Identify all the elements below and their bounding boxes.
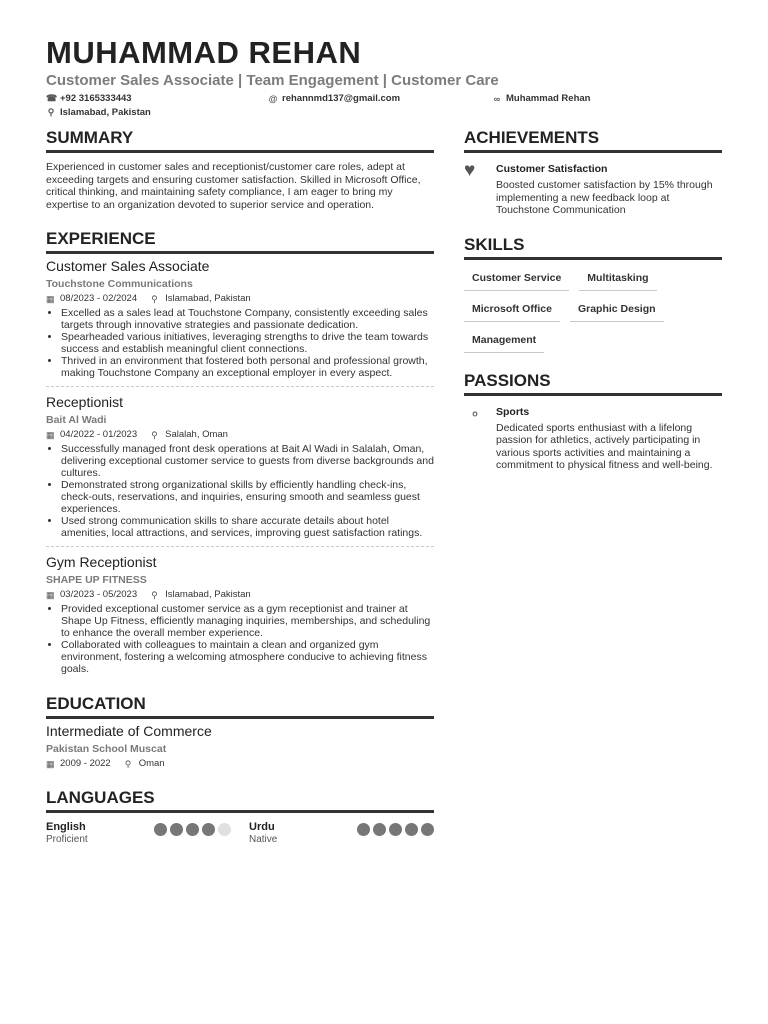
- location-text: Islamabad, Pakistan: [60, 107, 151, 118]
- language-text: [249, 821, 277, 846]
- job-list: [46, 258, 434, 682]
- job-dates: [46, 429, 137, 441]
- location-pin-icon: ⚲: [124, 759, 132, 769]
- education-meta: [46, 758, 434, 770]
- summary-section: [46, 128, 434, 211]
- right-column: [464, 128, 722, 472]
- email-text[interactable]: rehannmd137@gmail.com: [282, 93, 401, 104]
- rating-dot: [373, 823, 386, 836]
- passions-heading: PASSIONS: [464, 371, 722, 396]
- rating-dot: [154, 823, 167, 836]
- language-item: [46, 821, 231, 846]
- education-location: [125, 758, 165, 770]
- job-dates: [46, 293, 137, 305]
- job-title: Customer Sales Associate: [46, 258, 210, 274]
- achievement-desc: Boosted customer satisfaction by 15% through implementing a new feedback loop at Touchstone Communication: [496, 179, 713, 216]
- language-rating: [154, 823, 231, 836]
- at-icon: @: [268, 93, 278, 104]
- achievement-title: Customer Satisfaction: [496, 163, 608, 175]
- language-name: Urdu: [249, 821, 275, 833]
- achievements-section: [464, 128, 722, 217]
- job-bullet: • Successfully managed front desk operations at Bait Al Wadi in Salalah, Oman, delivering exceptional customer service to guests from diverse backgrounds and cultures.: [61, 443, 434, 479]
- job-bullet: • Collaborated with colleagues to maintain a clean and organized gym environment, fostering a welcoming atmosphere conducive to achieving fitness goals.: [61, 639, 434, 675]
- languages-heading: LANGUAGES: [46, 788, 434, 813]
- location-pin-icon: ⚲: [151, 430, 158, 440]
- passion-desc: Dedicated sports enthusiast with a lifelong passion for athletics, actively participating in various sports activities and maintaining a commitment to physical fitness and well-being.: [496, 421, 713, 471]
- rating-dot: [389, 823, 402, 836]
- job-location: [151, 293, 251, 305]
- company-name: Bait Al Wadi: [46, 414, 107, 426]
- lightbulb-icon: ⚬: [469, 405, 481, 422]
- school-name: Pakistan School Muscat: [46, 743, 167, 755]
- skills-heading: SKILLS: [464, 235, 722, 260]
- job-entry: [46, 394, 434, 547]
- left-column: [46, 128, 434, 846]
- rating-dot: [186, 823, 199, 836]
- job-location: [151, 429, 228, 441]
- passions-section: [464, 371, 722, 472]
- job-title: Receptionist: [46, 394, 124, 410]
- achievement-body: [496, 162, 722, 217]
- language-level: Proficient: [46, 834, 88, 845]
- job-location: [151, 589, 251, 601]
- job-location-text: Islamabad, Pakistan: [165, 589, 251, 600]
- language-text: [46, 821, 88, 846]
- job-dates: [46, 589, 137, 601]
- job-meta: [46, 429, 434, 441]
- link-text[interactable]: Muhammad Rehan: [506, 93, 591, 104]
- candidate-tagline: Customer Sales Associate | Team Engagement | Customer Care: [46, 72, 499, 89]
- calendar-icon: ▦: [46, 590, 55, 600]
- passion-body: [496, 405, 722, 472]
- candidate-name: MUHAMMAD REHAN: [46, 35, 362, 70]
- contact-info: [46, 92, 726, 122]
- job-location-text: Islamabad, Pakistan: [165, 293, 251, 304]
- location-pin-icon: ⚲: [47, 107, 55, 117]
- heart-icon: ♥: [464, 160, 476, 181]
- calendar-icon: ▦: [46, 294, 55, 304]
- job-bullet: • Provided exceptional customer service as a gym receptionist and trainer at Shape Up Fitness, efficiently managing inquiries, memberships, and scheduling to enhance the overall member experience.: [61, 603, 434, 639]
- job-bullet: • Excelled as a sales lead at Touchstone Company, consistently exceeding sales targets through innovative strategies and passionate dedication.: [61, 307, 434, 331]
- rating-dot: [218, 823, 231, 836]
- job-meta: [46, 589, 434, 601]
- job-bullets: [46, 443, 434, 539]
- calendar-icon: ▦: [46, 759, 55, 769]
- language-level: Native: [249, 834, 278, 845]
- language-item: [249, 821, 434, 846]
- achievement-item: [464, 162, 722, 217]
- degree-title: Intermediate of Commerce: [46, 723, 212, 739]
- rating-dot: [421, 823, 434, 836]
- rating-dot: [170, 823, 183, 836]
- skill-tag: Management: [464, 330, 544, 353]
- phone-text: +92 3165333443: [60, 93, 132, 104]
- contact-phone: [46, 93, 132, 104]
- rating-dot: [202, 823, 215, 836]
- job-dates-text: 03/2023 - 05/2023: [60, 589, 138, 600]
- education-section: [46, 694, 434, 770]
- job-bullet: • Spearheaded various initiatives, leveraging strengths to drive the team towards success and establish meaningful client connections.: [61, 331, 434, 355]
- rating-dot: [357, 823, 370, 836]
- job-entry: [46, 258, 434, 387]
- summary-text: Experienced in customer sales and receptionist/customer care roles, adept at exceeding targets and ensuring customer satisfaction. Skilled in Microsoft Office, critical thinking, and maintaining safety compliance, I am eager to bring my expertise to an organization devoted to superior service and operation.: [46, 161, 421, 211]
- job-dates-text: 04/2022 - 01/2023: [60, 429, 138, 440]
- job-meta: [46, 293, 434, 305]
- job-dates-text: 08/2023 - 02/2024: [60, 293, 138, 304]
- language-rating: [357, 823, 434, 836]
- achievements-heading: ACHIEVEMENTS: [464, 128, 722, 153]
- passion-item: [464, 405, 722, 472]
- experience-section: [46, 229, 434, 682]
- job-entry: [46, 554, 434, 682]
- summary-heading: SUMMARY: [46, 128, 434, 153]
- link-icon: ∞: [493, 93, 501, 104]
- skill-tag: Customer Service: [464, 268, 569, 291]
- location-pin-icon: ⚲: [151, 294, 158, 304]
- rating-dot: [405, 823, 418, 836]
- contact-link[interactable]: [492, 93, 590, 104]
- language-name: English: [46, 821, 86, 833]
- job-title: Gym Receptionist: [46, 554, 157, 570]
- education-dates-text: 2009 - 2022: [60, 758, 111, 769]
- education-location-text: Oman: [138, 758, 165, 769]
- company-name: Touchstone Communications: [46, 278, 193, 290]
- location-pin-icon: ⚲: [151, 590, 158, 600]
- job-bullet: • Used strong communication skills to share accurate details about hotel amenities, local attractions, and services, improving guest satisfaction ratings.: [61, 515, 434, 539]
- skill-tag: Graphic Design: [570, 299, 664, 322]
- contact-location: [46, 107, 151, 118]
- education-dates: [46, 758, 111, 770]
- contact-email[interactable]: [268, 93, 400, 104]
- passion-title: Sports: [496, 405, 530, 418]
- skill-tag: Multitasking: [579, 268, 656, 291]
- experience-heading: EXPERIENCE: [46, 229, 434, 254]
- job-bullets: [46, 603, 434, 675]
- phone-icon: ☎: [46, 93, 58, 103]
- languages-section: [46, 788, 434, 846]
- education-heading: EDUCATION: [46, 694, 434, 719]
- skill-list: [464, 268, 722, 353]
- job-location-text: Salalah, Oman: [165, 429, 228, 440]
- resume-header: [46, 36, 726, 122]
- job-bullets: [46, 307, 434, 379]
- language-list: [46, 821, 434, 846]
- skill-tag: Microsoft Office: [464, 299, 560, 322]
- job-bullet: • Demonstrated strong organizational skills by efficiently handling check-ins, check-outs, reservations, and inquiries, ensuring smooth and seamless guest experiences.: [61, 479, 434, 515]
- skills-section: [464, 235, 722, 353]
- company-name: SHAPE UP FITNESS: [46, 574, 147, 586]
- job-bullet: • Thrived in an environment that fostered both personal and professional growth, making Touchstone Company an exceptional employer in every aspect.: [61, 355, 434, 379]
- calendar-icon: ▦: [46, 430, 55, 440]
